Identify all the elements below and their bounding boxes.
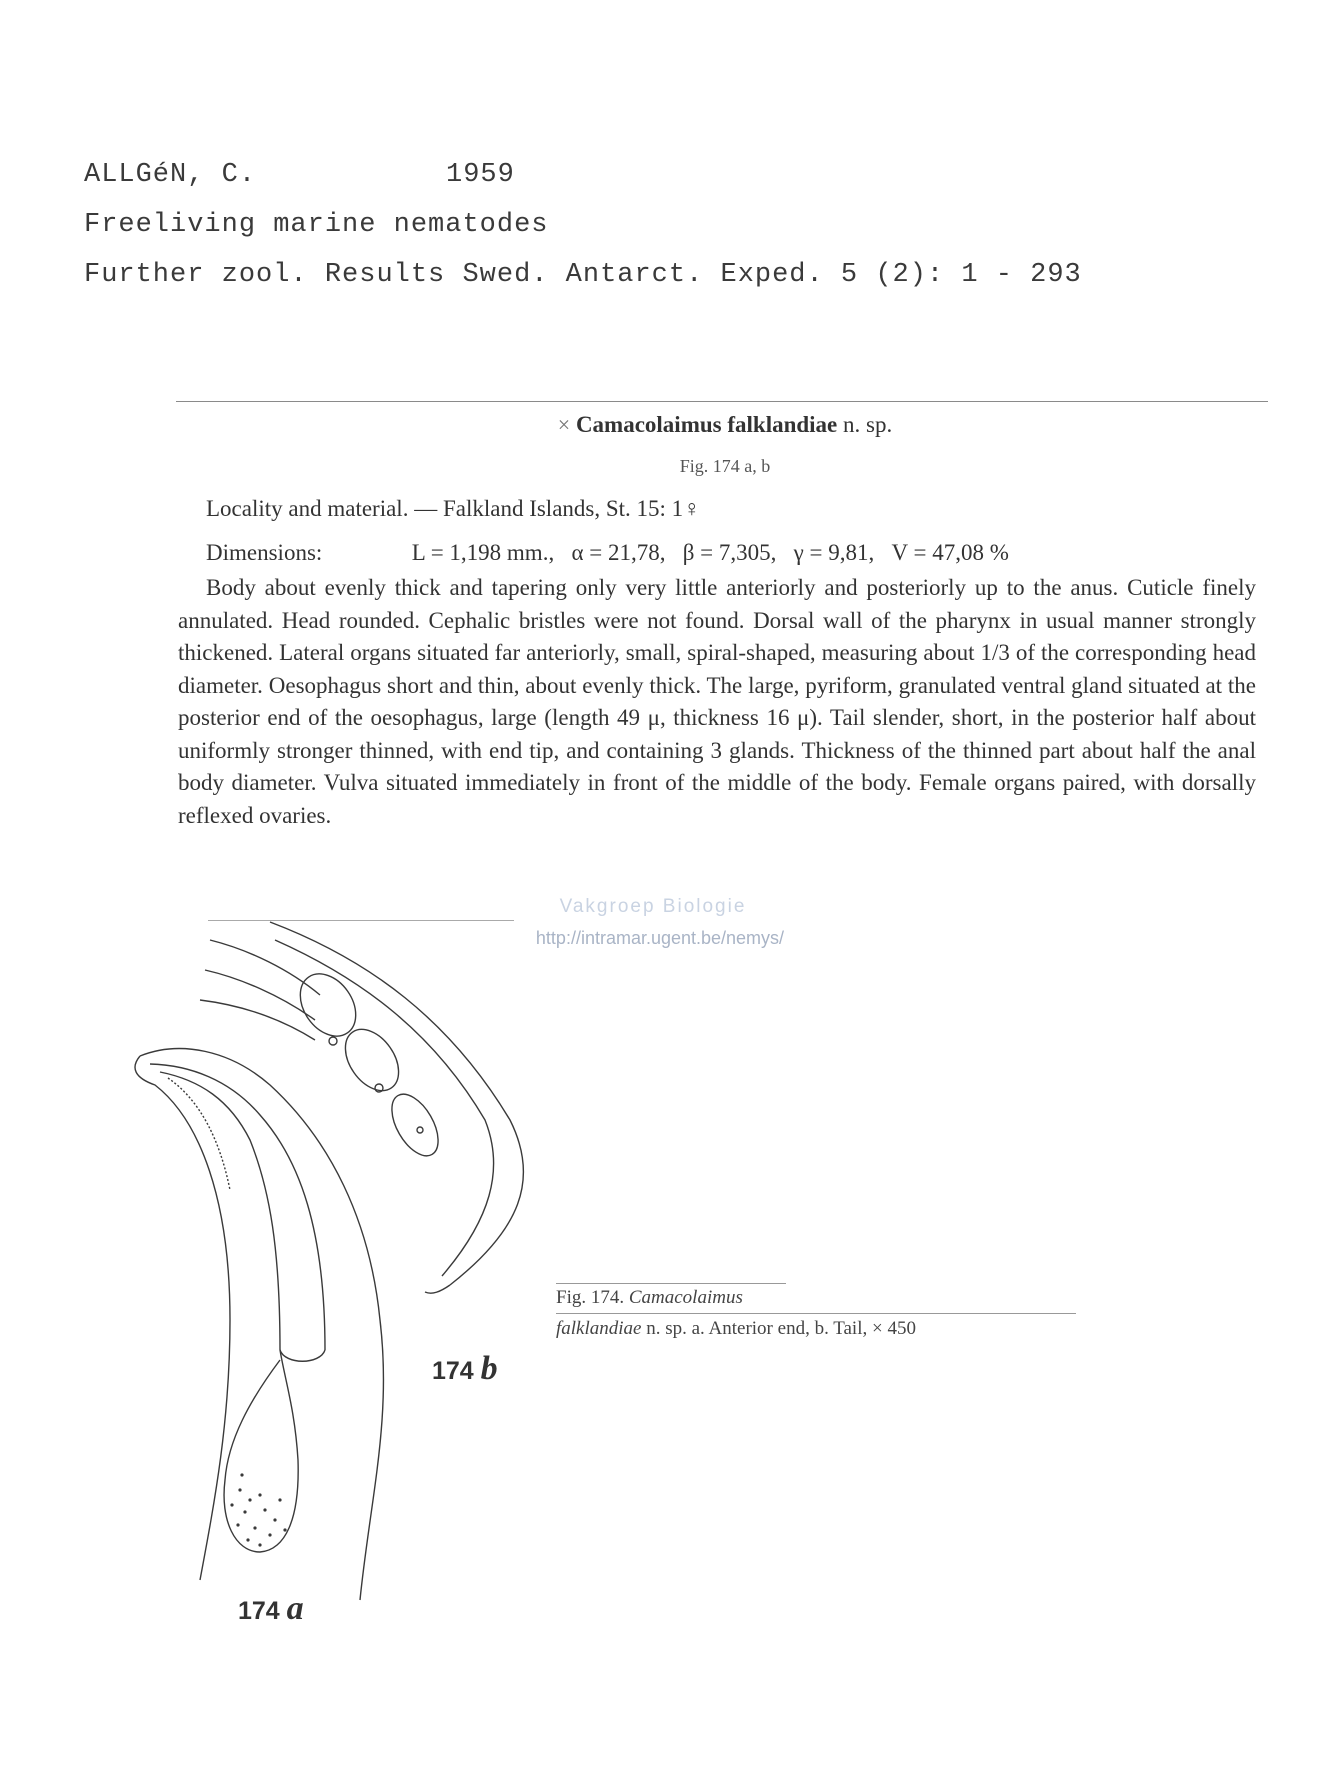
reference-year: 1959 [446,160,515,190]
species-name: Camacolaimus falklandiae [575,412,838,437]
figure-caption [556,1283,1076,1344]
watermark-text: Vakgroep Biologie [559,896,747,917]
watermark-url: http://intramar.ugent.be/nemys/ [535,928,785,948]
caption-line-1 [556,1283,1076,1313]
top-rule [176,401,1268,402]
figure-label-174b-number: 174 [432,1357,474,1385]
description-paragraph [178,572,1256,832]
reference-author: ALLGéN, C. [84,160,257,190]
nematode-figure [120,900,560,1620]
caption-species: falklandiae [556,1318,642,1339]
figure-label-174a [238,1590,304,1628]
description-text: Body about evenly thick and tapering only very little anteriorly and posteriorly up to the anus. Cuticle finely annulated. Head rounded. Cephalic bristles were not found. Dorsal wall of the pharynx in usual manner strongly thickened. Lateral organs situated far anteriorly, small, spiral-shaped, measuring about 1/3 of the corresponding head diameter. Oesophagus short and thin, about evenly thick. The large, pyriform, granulated ventral gland situated at the posterior end of the oesophagus, large (length 49 μ, thickness 16 μ). Tail slender, short, in the posterior half about uniformly stronger thinned, with end tip, and containing 3 glands. Thickness of the thinned part about half the anal body diameter. Vulva situated immediately in front of the middle of the body. Female organs paired, with dorsally reflexed ovaries. [178,575,1256,828]
species-heading [175,412,1275,438]
locality-value: Falkland Islands, St. 15: 1♀ [442,496,701,521]
caption-fig-number: Fig. 174. [556,1287,625,1308]
reference-title: Freeliving marine nematodes [84,210,549,240]
figure-174b-tail [200,922,524,1293]
granulated-gland-dots [230,1473,286,1546]
figure-label-174b [432,1350,498,1388]
species-suffix: n. sp. [843,412,893,437]
figure-174a-anterior [135,1049,383,1600]
dimensions-label: Dimensions: [206,540,323,565]
caption-genus: Camacolaimus [628,1287,743,1308]
locality-label: Locality and material. — [206,496,438,521]
figure-label-174b-letter: b [480,1350,498,1387]
dimensions-line [206,540,1009,566]
locality-line [206,496,700,522]
figure-label-174a-number: 174 [238,1597,280,1625]
dimensions-values: L = 1,198 mm., α = 21,78, β = 7,305, γ = 9,81, V = 47,08 % [411,540,1009,565]
figure-label-174a-letter: a [286,1590,304,1627]
caption-line-2 [556,1313,1076,1344]
figure-reference: Fig. 174 a, b [679,456,771,476]
reference-source: Further zool. Results Swed. Antarct. Exped. 5 (2): 1 - 293 [84,260,1082,290]
check-mark: × [557,412,571,437]
caption-description: n. sp. a. Anterior end, b. Tail, × 450 [646,1318,916,1339]
